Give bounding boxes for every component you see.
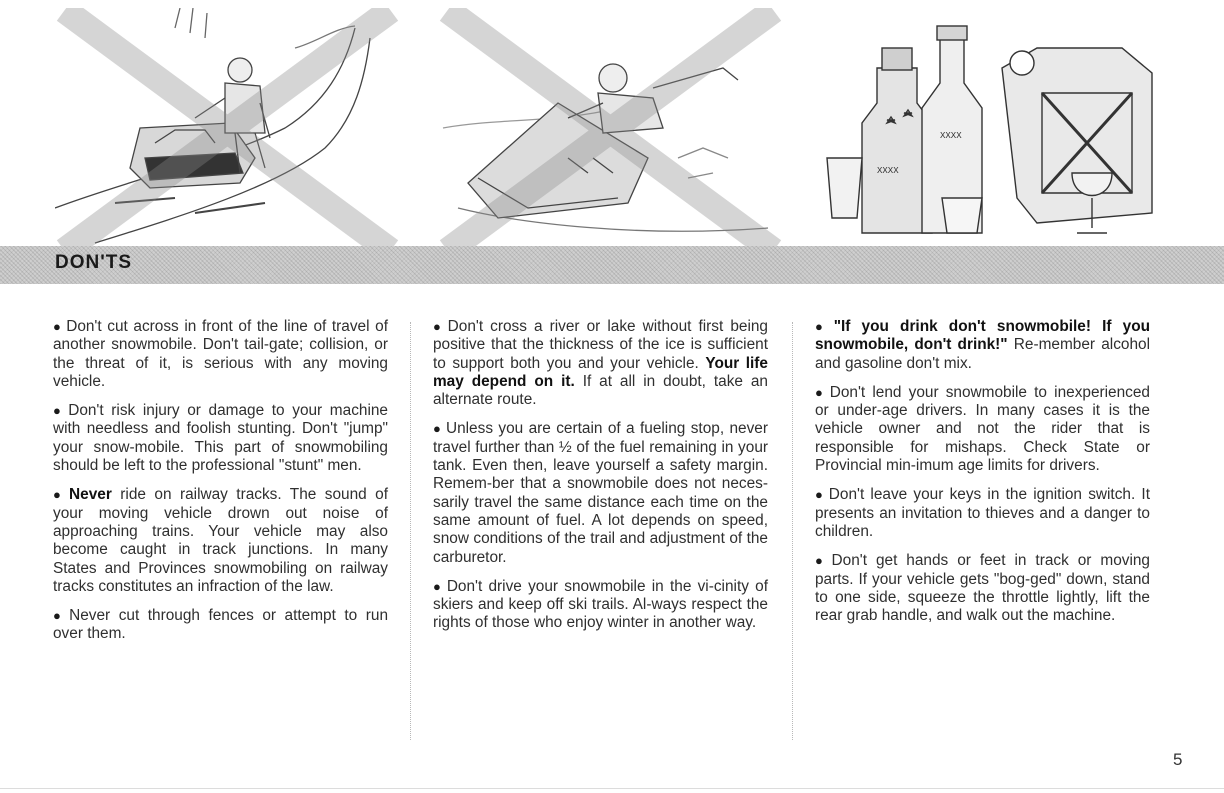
section-banner	[0, 246, 1224, 284]
bullet-icon: ●	[815, 487, 825, 503]
page-number: 5	[1173, 750, 1183, 769]
section-title: DON'TS	[55, 252, 133, 273]
paragraph: ● Don't lend your snowmobile to inexperienced or under-age drivers. In many cases it is the vehicle owner and not the rider that is responsible for mishaps. Check State or Provincial min-imum age limits for drivers.	[815, 383, 1150, 475]
bullet-icon: ●	[53, 319, 63, 334]
svg-text:XXXX: XXXX	[940, 131, 962, 141]
alcohol-gasoline-drawing	[822, 8, 1167, 248]
bullet-icon: ●	[433, 578, 443, 594]
bullet-icon: ●	[53, 608, 66, 624]
paragraph: ● Don't cut across in front of the line of travel of another snowmobile. Don't tail-gate; collision, or the threat of it, is serious with any moving vehicle.	[53, 318, 388, 390]
text-column-3	[815, 318, 1150, 636]
text-column-2	[433, 318, 768, 644]
bottle-label: XXXX	[877, 166, 899, 176]
paragraph: ● Unless you are certain of a fueling stop, never travel further than ½ of the fuel remaining in your tank. Even then, leave yourself a safety margin. Remem-ber that a snowmobile does not neces-sarily travel the same distance each time on the same amount of fuel. A lot depends on speed, snow conditions of the trail and adjustment of the carburetor.	[433, 420, 768, 566]
paragraph: ● "If you drink don't snowmobile! If you snowmobile, don't drink!" Re-member alcohol and gasoline don't mix.	[815, 318, 1151, 372]
through-ice-drawing	[438, 8, 783, 248]
bullet-icon: ●	[53, 487, 66, 503]
snowmobile-crossing-drawing	[55, 8, 400, 248]
page-edge	[0, 788, 1224, 789]
paragraph: ● Never cut through fences or attempt to run over them.	[53, 607, 388, 643]
bullet-icon: ●	[433, 319, 444, 334]
paragraph: ● Don't cross a river or lake without first being positive that the thickness of the ice is sufficient to support both you and your vehicle. Your life may depend on it. If at all in doubt, take an alternate route.	[433, 318, 768, 409]
column-divider	[410, 322, 411, 740]
bullet-icon: ●	[815, 384, 826, 400]
bullet-icon: ●	[433, 421, 442, 437]
illustration-alcohol-gasoline	[822, 8, 1167, 248]
paragraph: ● Don't leave your keys in the ignition switch. It presents an invitation to thieves and a danger to children.	[815, 486, 1150, 540]
text-column-1	[53, 318, 388, 655]
bullet-icon: ●	[815, 319, 830, 334]
paragraph: ● Don't drive your snowmobile in the vi-cinity of skiers and keep off ski trails. Al-ways respect the rights of those who enjoy winter in another way.	[433, 577, 768, 632]
paragraph: ● Don't risk injury or damage to your machine with needless and foolish stunting. Don't "jump" your snow-mobile. This part of snowmobiling should be left to the professional "stunt" men.	[53, 402, 388, 475]
bullet-icon: ●	[53, 403, 65, 419]
bullet-icon: ●	[815, 553, 828, 569]
illustration-snowmobile-crossing	[55, 8, 400, 248]
illustration-through-ice	[438, 8, 783, 248]
paragraph: ● Never ride on railway tracks. The sound of your moving vehicle drown out noise of approaching trains. Your vehicle may also become caught in track junctions. In many States and Provinces snowmobiling on railway tracks constitutes an infraction of the law.	[53, 486, 388, 595]
column-divider	[792, 322, 793, 740]
paragraph: ● Don't get hands or feet in track or moving parts. If your vehicle gets "bog-ged" down, stand to one side, squeeze the throttle lightly, lift the rear grab handle, and walk out the machine.	[815, 552, 1150, 625]
